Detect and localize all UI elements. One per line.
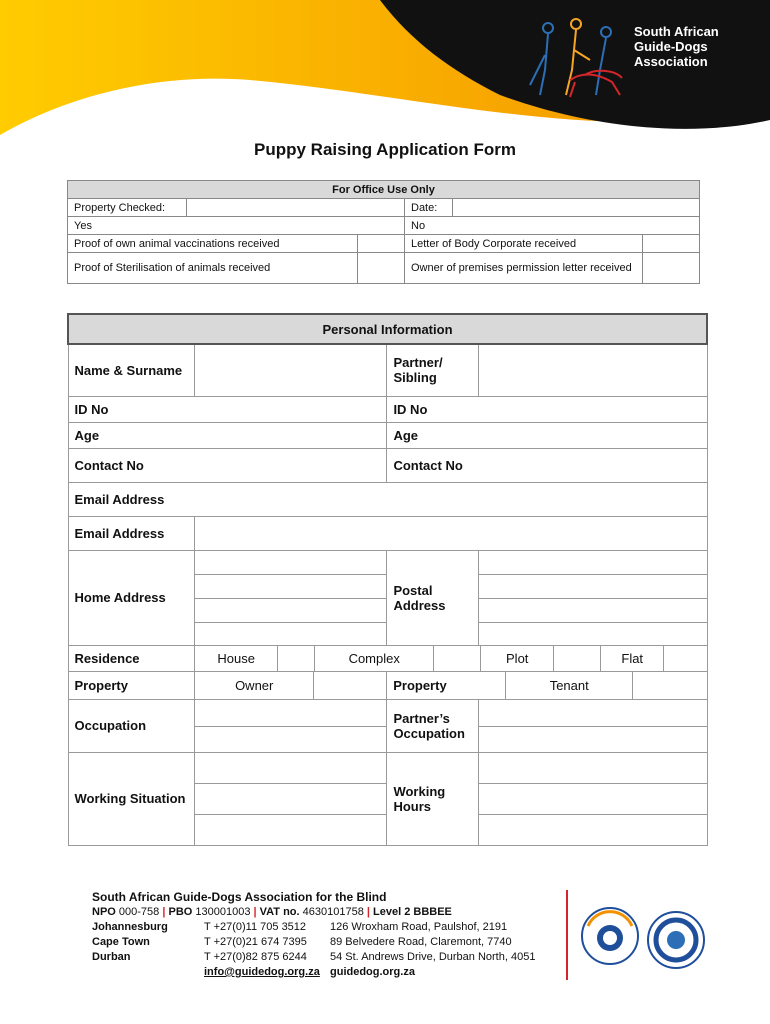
partner-email-field[interactable]: [195, 516, 707, 550]
footer-divider: [566, 890, 568, 980]
working-hours-field[interactable]: [479, 752, 707, 845]
office-use-table: [67, 180, 700, 284]
pbo-number: 130001003: [195, 906, 251, 918]
body-corporate-field[interactable]: [643, 235, 700, 252]
property-owner-checkbox[interactable]: [314, 672, 387, 699]
partner-contact-label: Contact No: [387, 448, 707, 482]
property-tenant-checkbox[interactable]: [633, 672, 707, 699]
residence-house-checkbox[interactable]: [278, 646, 315, 671]
residence-plot-checkbox[interactable]: [554, 646, 601, 671]
assistance-dogs-badge-icon: [580, 906, 640, 966]
office-dbn: Durban: [92, 951, 131, 963]
footer-web-link[interactable]: guidedog.org.za: [330, 966, 415, 978]
office-jhb: Johannesburg: [92, 921, 168, 933]
property-owner-label: Owner: [195, 672, 314, 699]
sterilisation-field[interactable]: [358, 253, 405, 283]
working-situation-label: Working Situation: [68, 752, 195, 845]
footer-offices: [92, 920, 535, 980]
home-address-field[interactable]: [195, 550, 387, 645]
office-jhb-address: 126 Wroxham Road, Paulshof, 2191: [330, 921, 508, 933]
footer: [92, 890, 535, 980]
name-field[interactable]: [195, 344, 387, 396]
partner-occupation-label: Partner’s Occupation: [387, 699, 479, 752]
partner-field[interactable]: [479, 344, 707, 396]
residence-complex-checkbox[interactable]: [434, 646, 481, 671]
home-address-label: Home Address: [68, 550, 195, 645]
footer-org-name: South African Guide-Dogs Association for the Blind: [92, 890, 387, 904]
header-banner: [0, 0, 770, 140]
residence-complex-label: Complex: [315, 646, 434, 671]
npo-number: 000-758: [118, 906, 160, 918]
residence-options: [195, 645, 707, 671]
partner-id-label: ID No: [387, 396, 707, 422]
residence-plot-label: Plot: [481, 646, 554, 671]
email-label: Email Address: [68, 482, 707, 516]
bbbee-level: Level 2 BBBEE: [373, 906, 452, 918]
occupation-field[interactable]: [195, 699, 387, 752]
occupation-label: Occupation: [68, 699, 195, 752]
age-label: Age: [68, 422, 387, 448]
working-hours-label: Working Hours: [387, 752, 479, 845]
owner-permission-field[interactable]: [643, 253, 700, 283]
footer-email-link[interactable]: info@guidedog.org.za: [204, 966, 320, 978]
date-field[interactable]: [453, 199, 700, 217]
name-label: Name & Surname: [68, 344, 195, 396]
page-title: Puppy Raising Application Form: [254, 140, 516, 159]
contact-label: Contact No: [68, 448, 387, 482]
header-graphic: [0, 0, 770, 140]
vaccinations-row: [68, 235, 405, 253]
office-dbn-address: 54 St. Andrews Drive, Durban North, 4051: [330, 951, 536, 963]
residence-label: Residence: [68, 645, 195, 671]
personal-info-table: [67, 313, 708, 846]
residence-flat-checkbox[interactable]: [664, 646, 707, 671]
postal-address-label: Postal Address: [387, 550, 479, 645]
partner-occupation-field[interactable]: [479, 699, 707, 752]
owner-permission-label: Owner of premises permission letter received: [405, 253, 643, 283]
office-dbn-tel: T +27(0)82 875 6244: [204, 951, 307, 963]
office-cpt: Cape Town: [92, 936, 150, 948]
office-cpt-tel: T +27(0)21 674 7395: [204, 936, 307, 948]
sterilisation-label: Proof of Sterilisation of animals received: [68, 253, 358, 283]
no-label: No: [405, 217, 700, 235]
residence-house-label: House: [195, 646, 278, 671]
sterilisation-row: [68, 253, 405, 284]
property-options: [195, 671, 707, 699]
owner-permission-row: [405, 253, 700, 284]
partner-email-label: Email Address: [68, 516, 195, 550]
vat-label: VAT no.: [259, 906, 300, 918]
org-name-line2: Guide-Dogs: [634, 39, 708, 54]
property-label-2: Property: [387, 672, 506, 699]
date-label: Date:: [405, 199, 453, 217]
office-heading: For Office Use Only: [68, 181, 700, 199]
guide-dog-federation-badge-icon: [646, 910, 706, 970]
property-checked-label: Property Checked:: [68, 199, 187, 217]
org-name-line3: Association: [634, 54, 708, 69]
id-label: ID No: [68, 396, 387, 422]
yes-label: Yes: [68, 217, 405, 235]
property-tenant-label: Tenant: [506, 672, 633, 699]
pbo-label: PBO: [168, 906, 193, 918]
property-checked-field[interactable]: [187, 199, 405, 217]
partner-label: Partner/ Sibling: [387, 344, 479, 396]
property-label: Property: [68, 671, 195, 699]
org-name-line1: South African: [634, 24, 719, 39]
org-logo-text: [634, 24, 719, 69]
partner-age-label: Age: [387, 422, 707, 448]
body-corporate-row: [405, 235, 700, 253]
residence-flat-label: Flat: [601, 646, 664, 671]
postal-address-field[interactable]: [479, 550, 707, 645]
office-cpt-address: 89 Belvedere Road, Claremont, 7740: [330, 936, 512, 948]
office-jhb-tel: T +27(0)11 705 3512: [204, 921, 307, 933]
working-situation-field[interactable]: [195, 752, 387, 845]
vat-number: 4630101758: [302, 906, 364, 918]
personal-heading: Personal Information: [68, 314, 707, 344]
footer-registration: NPO 000-758 | PBO 130001003 | VAT no. 4630101758 | Level 2 BBBEE: [92, 906, 452, 918]
vaccinations-field[interactable]: [358, 235, 405, 252]
npo-label: NPO: [92, 906, 116, 918]
vaccinations-label: Proof of own animal vaccinations received: [68, 235, 358, 252]
body-corporate-label: Letter of Body Corporate received: [405, 235, 643, 252]
